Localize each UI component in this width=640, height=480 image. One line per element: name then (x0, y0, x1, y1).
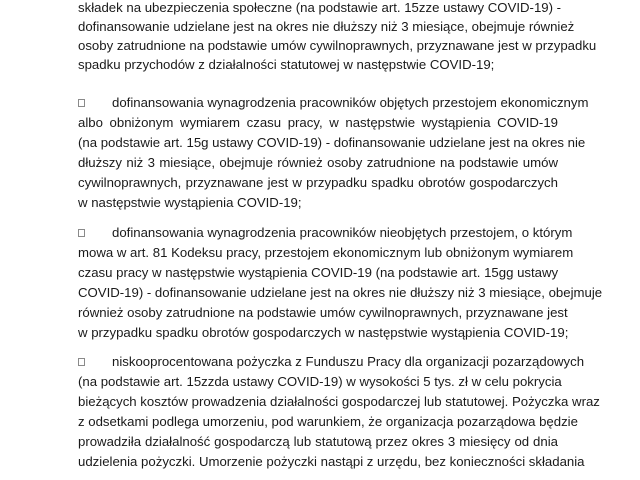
text-line: składek na ubezpieczenia społeczne (na podstawie art. 15zze ustawy COVID-19) - (78, 0, 562, 15)
text-line: spadku przychodów z działalności statutowej w następstwie COVID-19; (78, 57, 495, 72)
text-line: dofinansowania wynagrodzenia pracowników objętych przestojem ekonomicznym (112, 95, 589, 110)
text-line: albo obniżonym wymiarem czasu pracy, w następstwie wystąpienia COVID-19 (78, 115, 558, 130)
text-line: dofinansowania wynagrodzenia pracowników nieobjętych przestojem, o którym (112, 225, 573, 240)
text-line: (na podstawie art. 15g ustawy COVID-19) - dofinansowanie udzielane jest na okres nie (78, 135, 586, 150)
text-line: udzielenia pożyczki. Umorzenie pożyczki nastąpi z urzędu, bez konieczności składania (78, 454, 585, 469)
text-line: COVID-19) - dofinansowanie udzielane jest na okres nie dłuższy niż 3 miesiące, obejmuje (78, 285, 603, 300)
bullet-box-icon (78, 358, 85, 366)
text-line: również osoby zatrudnione na podstawie umów cywilnoprawnych, przyznawane jest (78, 305, 568, 320)
text-line: dłuższy niż 3 miesiące, obejmuje również osoby zatrudnione na podstawie umów (78, 155, 558, 170)
text-line: prowadziła działalność gospodarczą lub statutową przez okres 3 miesięcy od dnia (78, 434, 558, 449)
text-line: z odsetkami podlega umorzeniu, pod warunkiem, że organizacja pozarządowa będzie (78, 414, 578, 429)
text-line: czasu pracy w następstwie wystąpienia COVID-19 (na podstawie art. 15gg ustawy (78, 265, 559, 280)
bullet-box-icon (78, 229, 85, 237)
text-line: niskooprocentowana pożyczka z Funduszu Pracy dla organizacji pozarządowych (112, 354, 585, 369)
text-line: dofinansowanie udzielane jest na okres nie dłuższy niż 3 miesiące, obejmuje również (78, 19, 575, 34)
text-line: w następstwie wystąpienia COVID-19; (78, 195, 302, 210)
text-line: mowa w art. 81 Kodeksu pracy, przestojem ekonomicznym lub obniżonym wymiarem (78, 245, 574, 260)
bullet-box-icon (78, 99, 85, 107)
text-line: w przypadku spadku obrotów gospodarczych w następstwie wystąpienia COVID-19; (78, 325, 569, 340)
text-line: bieżących kosztów prowadzenia działalności gospodarczej lub statutowej. Pożyczka wraz (78, 394, 600, 409)
text-line: osoby zatrudnione na podstawie umów cywilnoprawnych, przyznawane jest w przypadku (78, 38, 597, 53)
text-line: (na podstawie art. 15zzda ustawy COVID-19) w wysokości 5 tys. zł w celu pokrycia (78, 374, 562, 389)
text-line: cywilnoprawnych, przyznawane jest w przypadku spadku obrotów gospodarczych (78, 175, 558, 190)
